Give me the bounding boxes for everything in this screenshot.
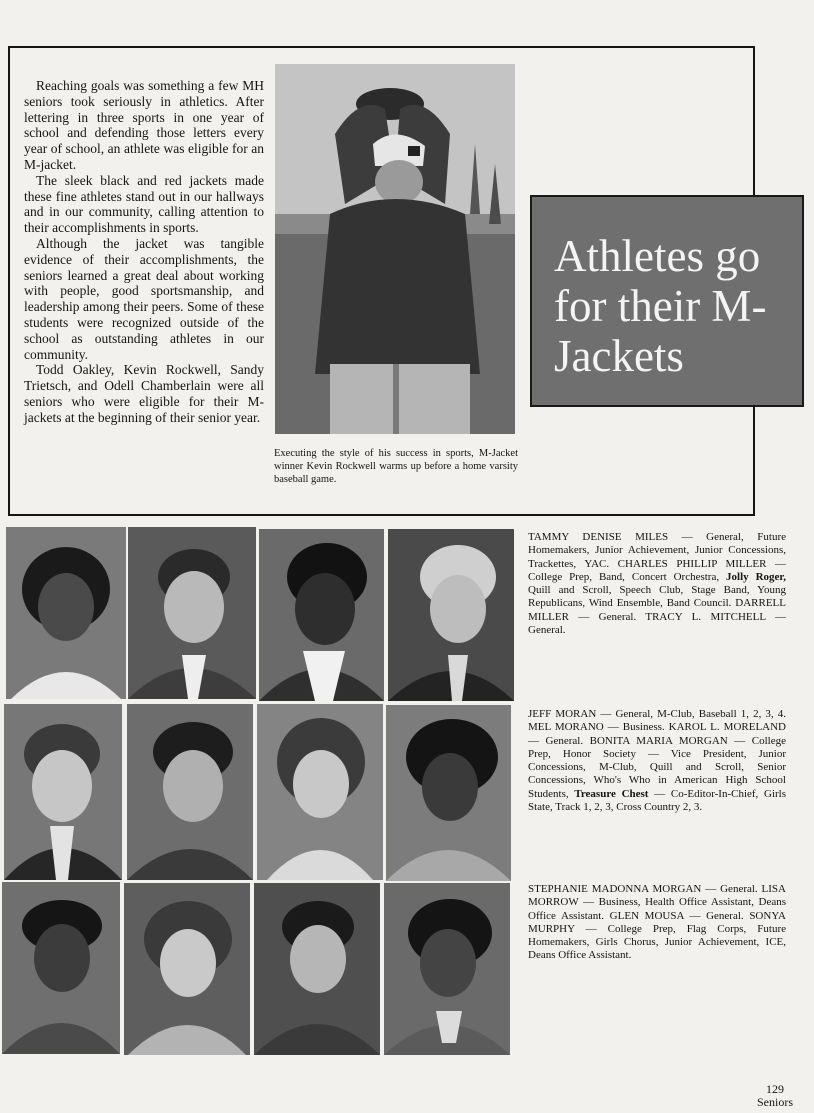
story-paragraph: Reaching goals was something a few MH seniors took seriously in athletics. After lettering in three sports in one year of school and defending those letters every year of school, an athlete was eligible for an M-jacket. <box>24 78 264 172</box>
feature-photo <box>275 64 515 434</box>
portrait <box>127 704 253 880</box>
bio-text: JEFF MORAN — General, M-Club, Baseball 1, 2, 3, 4. MEL MORANO — Business. KAROL L. MORELAND — General. BONITA MARIA MORGAN — College Prep, Honor Society — Vice President, Junior Concessions, M-Club, Quill and Scroll, Senior Concessions, Who's Who in American High School Students, <box>528 708 786 800</box>
feature-story <box>24 78 264 426</box>
portrait <box>259 529 384 701</box>
portrait <box>254 883 380 1055</box>
portrait <box>386 705 511 881</box>
portrait <box>6 527 126 699</box>
portrait <box>4 704 122 880</box>
bio-text: STEPHANIE MADONNA MORGAN — General. LISA MORROW — Business, Health Office Assistant, Deans Office Assistant. GLEN MOUSA — General. SONYA MURPHY — College Prep, Flag Corps, Future Homemakers, Girls Chorus, Junior Achievement, ICE, Deans Office Assistant. <box>528 883 786 962</box>
bio-block <box>528 708 786 814</box>
bio-block <box>528 883 786 963</box>
feature-title-box <box>530 195 804 407</box>
bio-bold-text: Treasure Chest <box>574 787 649 800</box>
section-name: Seniors <box>757 1095 793 1109</box>
page-folio <box>740 1083 810 1109</box>
photo-caption: Executing the style of his success in sports, M-Jacket winner Kevin Rockwell warms up before a home varsity baseball game. <box>274 448 518 485</box>
bio-text: Quill and Scroll, Speech Club, Stage Band, Young Republicans, Wind Ensemble, Band Council. DARRELL MILLER — General. TRACY L. MITCHELL — General. <box>528 584 786 637</box>
story-paragraph: The sleek black and red jackets made these fine athletes stand out in our hallways and in our community, calling attention to their accomplishments in sports. <box>24 172 264 236</box>
portrait <box>124 883 250 1055</box>
feature-title: Athletes go for their M-Jackets <box>554 231 767 381</box>
page-number: 129 <box>766 1082 784 1096</box>
bio-text: — Co-Editor-In-Chief, Girls State, Track 1, 2, 3, Cross Country 2, 3. <box>528 787 786 814</box>
portrait <box>388 529 514 701</box>
bio-bold-text: Jolly Roger, <box>726 570 787 583</box>
story-paragraph: Although the jacket was tangible evidence of their accomplishments, the seniors learned a great deal about working with people, good sportsmanship, and leadership among their peers. Some of these students were recognized outside of the school as outstanding athletes in our community. <box>24 235 264 362</box>
portrait <box>257 704 383 880</box>
portrait <box>2 882 120 1054</box>
baseball-player-photo <box>275 64 515 434</box>
portrait <box>384 883 510 1055</box>
portrait <box>128 527 256 699</box>
story-paragraph: Todd Oakley, Kevin Rockwell, Sandy Trietsch, and Odell Chamberlain were all seniors who were eligible for their M-jackets at the beginning of their senior year. <box>24 362 264 425</box>
bio-block <box>528 531 786 637</box>
bio-text: TAMMY DENISE MILES — General, Future Homemakers, Junior Achievement, Junior Concessions, Trackettes, YAC. CHARLES PHILLIP MILLER — College Prep, Band, Concert Orchestra, <box>528 531 786 583</box>
